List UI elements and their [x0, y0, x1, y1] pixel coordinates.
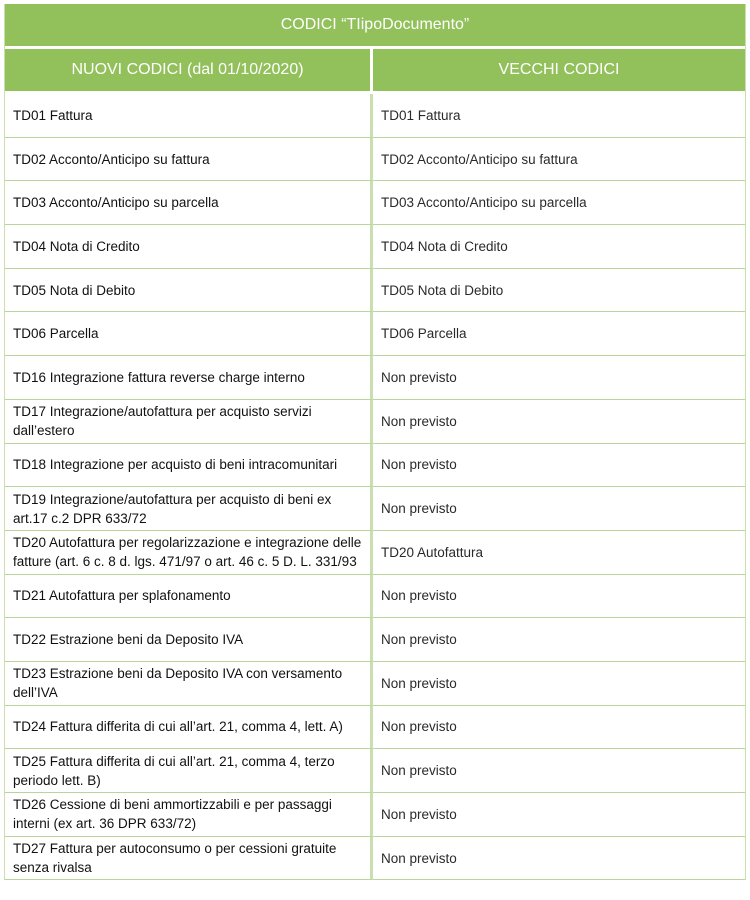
table-row [5, 225, 745, 269]
header-new-codes: NUOVI CODICI (dal 01/10/2020) [5, 49, 373, 94]
table-row [5, 749, 745, 793]
table-row [5, 793, 745, 837]
old-code-cell: TD02 Acconto/Anticipo su fattura [373, 138, 745, 182]
new-code-cell: TD01 Fattura [5, 94, 373, 138]
new-code-cell: TD05 Nota di Debito [5, 269, 373, 313]
old-code-cell: TD20 Autofattura [373, 531, 745, 575]
new-code-cell: TD04 Nota di Credito [5, 225, 373, 269]
new-code-cell: TD03 Acconto/Anticipo su parcella [5, 181, 373, 225]
new-code-cell: TD25 Fattura differita di cui all’art. 21, comma 4, terzo periodo lett. B) [5, 749, 373, 793]
new-code-cell: TD27 Fattura per autoconsumo o per cessioni gratuite senza rivalsa [5, 837, 373, 881]
header-old-codes: VECCHI CODICI [373, 49, 745, 94]
table-row [5, 94, 745, 138]
old-code-cell: Non previsto [373, 444, 745, 488]
table-row [5, 662, 745, 706]
new-code-cell: TD19 Integrazione/autofattura per acquisto di beni ex art.17 c.2 DPR 633/72 [5, 487, 373, 531]
new-code-cell: TD16 Integrazione fattura reverse charge interno [5, 356, 373, 400]
new-code-cell: TD23 Estrazione beni da Deposito IVA con versamento dell’IVA [5, 662, 373, 706]
new-code-cell: TD17 Integrazione/autofattura per acquisto servizi dall’estero [5, 400, 373, 444]
table-row [5, 706, 745, 750]
old-code-cell: Non previsto [373, 400, 745, 444]
old-code-cell: Non previsto [373, 662, 745, 706]
old-code-cell: Non previsto [373, 793, 745, 837]
table-row [5, 312, 745, 356]
new-code-cell: TD06 Parcella [5, 312, 373, 356]
old-code-cell: TD05 Nota di Debito [373, 269, 745, 313]
new-code-cell: TD21 Autofattura per splafonamento [5, 575, 373, 619]
title-row [5, 4, 745, 49]
old-code-cell: TD06 Parcella [373, 312, 745, 356]
old-code-cell: TD03 Acconto/Anticipo su parcella [373, 181, 745, 225]
old-code-cell: Non previsto [373, 837, 745, 881]
codes-table [4, 4, 746, 880]
header-row [5, 49, 745, 94]
table-body [5, 94, 745, 880]
old-code-cell: Non previsto [373, 575, 745, 619]
new-code-cell: TD24 Fattura differita di cui all’art. 21, comma 4, lett. A) [5, 706, 373, 750]
new-code-cell: TD02 Acconto/Anticipo su fattura [5, 138, 373, 182]
table-row [5, 400, 745, 444]
old-code-cell: Non previsto [373, 356, 745, 400]
old-code-cell: TD01 Fattura [373, 94, 745, 138]
new-code-cell: TD20 Autofattura per regolarizzazione e integrazione delle fatture (art. 6 c. 8 d. lgs. 471/97 o art. 46 c. 5 D. L. 331/93 [5, 531, 373, 575]
table-row [5, 444, 745, 488]
new-code-cell: TD22 Estrazione beni da Deposito IVA [5, 618, 373, 662]
old-code-cell: Non previsto [373, 487, 745, 531]
codes-table-container [4, 4, 744, 880]
table-row [5, 531, 745, 575]
old-code-cell: Non previsto [373, 706, 745, 750]
old-code-cell: Non previsto [373, 618, 745, 662]
table-row [5, 575, 745, 619]
old-code-cell: Non previsto [373, 749, 745, 793]
table-row [5, 138, 745, 182]
table-row [5, 181, 745, 225]
table-row [5, 269, 745, 313]
table-row [5, 487, 745, 531]
table-row [5, 356, 745, 400]
table-row [5, 837, 745, 881]
new-code-cell: TD26 Cessione di beni ammortizzabili e per passaggi interni (ex art. 36 DPR 633/72) [5, 793, 373, 837]
table-row [5, 618, 745, 662]
old-code-cell: TD04 Nota di Credito [373, 225, 745, 269]
table-title: CODICI “TIipoDocumento” [5, 4, 745, 49]
new-code-cell: TD18 Integrazione per acquisto di beni intracomunitari [5, 444, 373, 488]
